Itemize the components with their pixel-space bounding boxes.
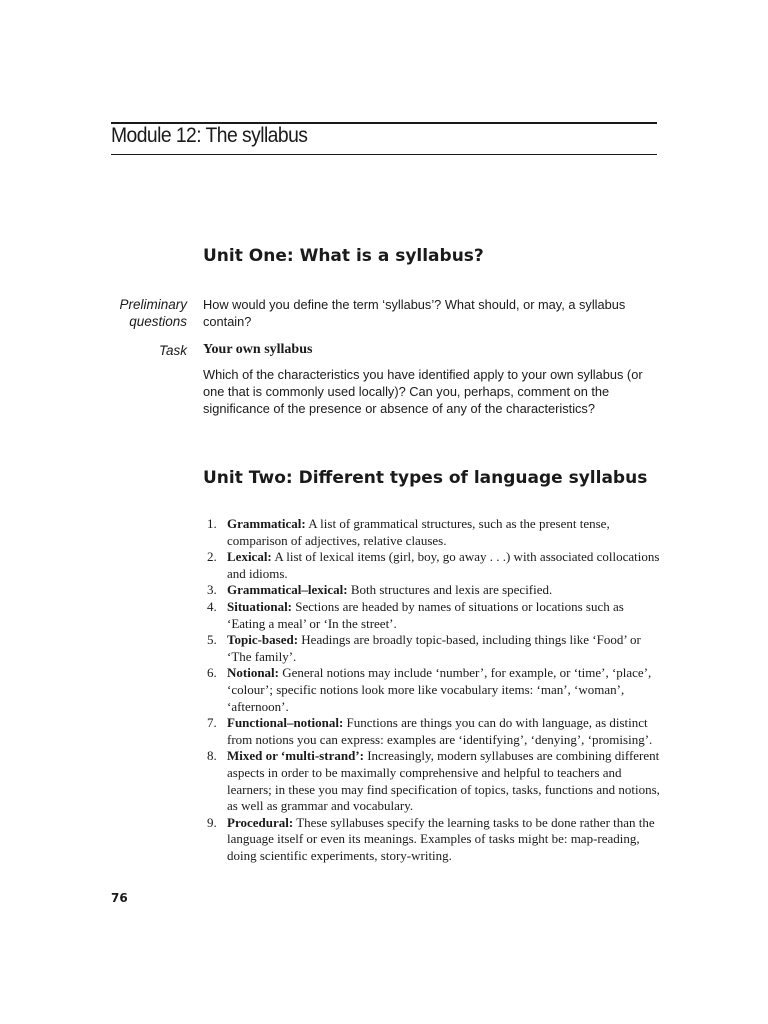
preliminary-questions-label <box>119 296 187 330</box>
list-item <box>203 516 663 549</box>
unit-two-heading: Unit Two: Different types of language syllabus <box>203 468 648 488</box>
item-term: Lexical: <box>227 549 272 565</box>
item-text: General notions may include ‘number’, for example, or ‘time’, ‘place’, ‘colour’; specific notions look more like vocabulary items: ‘man’, ‘woman’, ‘afternoon’. <box>227 665 652 714</box>
list-item <box>203 582 663 599</box>
item-term: Functional–notional: <box>227 715 344 731</box>
item-term: Grammatical–lexical: <box>227 582 348 598</box>
item-term: Topic-based: <box>227 632 299 648</box>
item-number: 6. <box>207 665 217 681</box>
item-term: Mixed or ‘multi-strand’: <box>227 748 364 764</box>
item-text: Sections are headed by names of situations or locations such as ‘Eating a meal’ or ‘In the street’. <box>227 598 624 631</box>
item-term: Notional: <box>227 665 279 681</box>
item-number: 9. <box>207 814 217 830</box>
task-title: Your own syllabus <box>203 342 313 357</box>
item-text: A list of lexical items (girl, boy, go away . . .) with associated collocations and idioms. <box>227 549 660 581</box>
item-term: Procedural: <box>227 814 294 830</box>
item-number: 2. <box>207 549 217 565</box>
page-number: 76 <box>111 891 128 905</box>
item-term: Situational: <box>227 598 293 614</box>
item-number: 7. <box>207 715 217 731</box>
syllabus-types-list <box>203 516 663 864</box>
task-label: Task <box>158 343 187 358</box>
item-text: These syllabuses specify the learning tasks to be done rather than the language itself or even its meanings. Examples of tasks might be: map-reading, doing scientific experiments, story-writing. <box>227 814 655 863</box>
list-item <box>203 665 663 715</box>
list-item <box>203 549 663 582</box>
item-text: A list of grammatical structures, such as the present tense, comparison of adjectives, relative clauses. <box>227 516 610 548</box>
item-text: Functions are things you can do with language, as distinct from notions you can express: examples are ‘identifying’, ‘denying’, ‘promising’. <box>227 715 653 747</box>
list-item <box>203 632 663 665</box>
item-text: Headings are broadly topic-based, including things like ‘Food’ or ‘The family’. <box>227 632 641 664</box>
item-number: 3. <box>207 582 217 598</box>
header-rule-bottom <box>111 154 657 155</box>
item-number: 4. <box>207 598 217 614</box>
list-item <box>203 748 663 814</box>
item-text: Both structures and lexis are specified. <box>350 582 553 598</box>
list-item <box>203 599 663 632</box>
module-title: Module 12: The syllabus <box>111 124 308 147</box>
preliminary-label-line2: questions <box>129 314 187 329</box>
preliminary-questions-text: How would you define the term ‘syllabus’? What should, or may, a syllabus contain? <box>203 297 626 329</box>
item-number: 1. <box>207 516 217 531</box>
list-item <box>203 815 663 865</box>
unit-one-heading: Unit One: What is a syllabus? <box>203 246 484 266</box>
item-text: Increasingly, modern syllabuses are combining different aspects in order to be maximally comprehensive and helpful to teachers and learners; in these you may find specification of topics, tasks, functions and notions, as well as grammar and vocabulary. <box>227 748 660 814</box>
item-number: 8. <box>207 748 217 764</box>
item-term: Grammatical: <box>227 516 306 531</box>
list-item <box>203 715 663 748</box>
preliminary-label-line1: Preliminary <box>119 297 187 312</box>
task-text: Which of the characteristics you have identified apply to your own syllabus (or one that is commonly used locally)? Can you, perhaps, comment on the significance of the presence or absence of any of the characteristics? <box>203 367 643 416</box>
item-number: 5. <box>207 632 217 648</box>
